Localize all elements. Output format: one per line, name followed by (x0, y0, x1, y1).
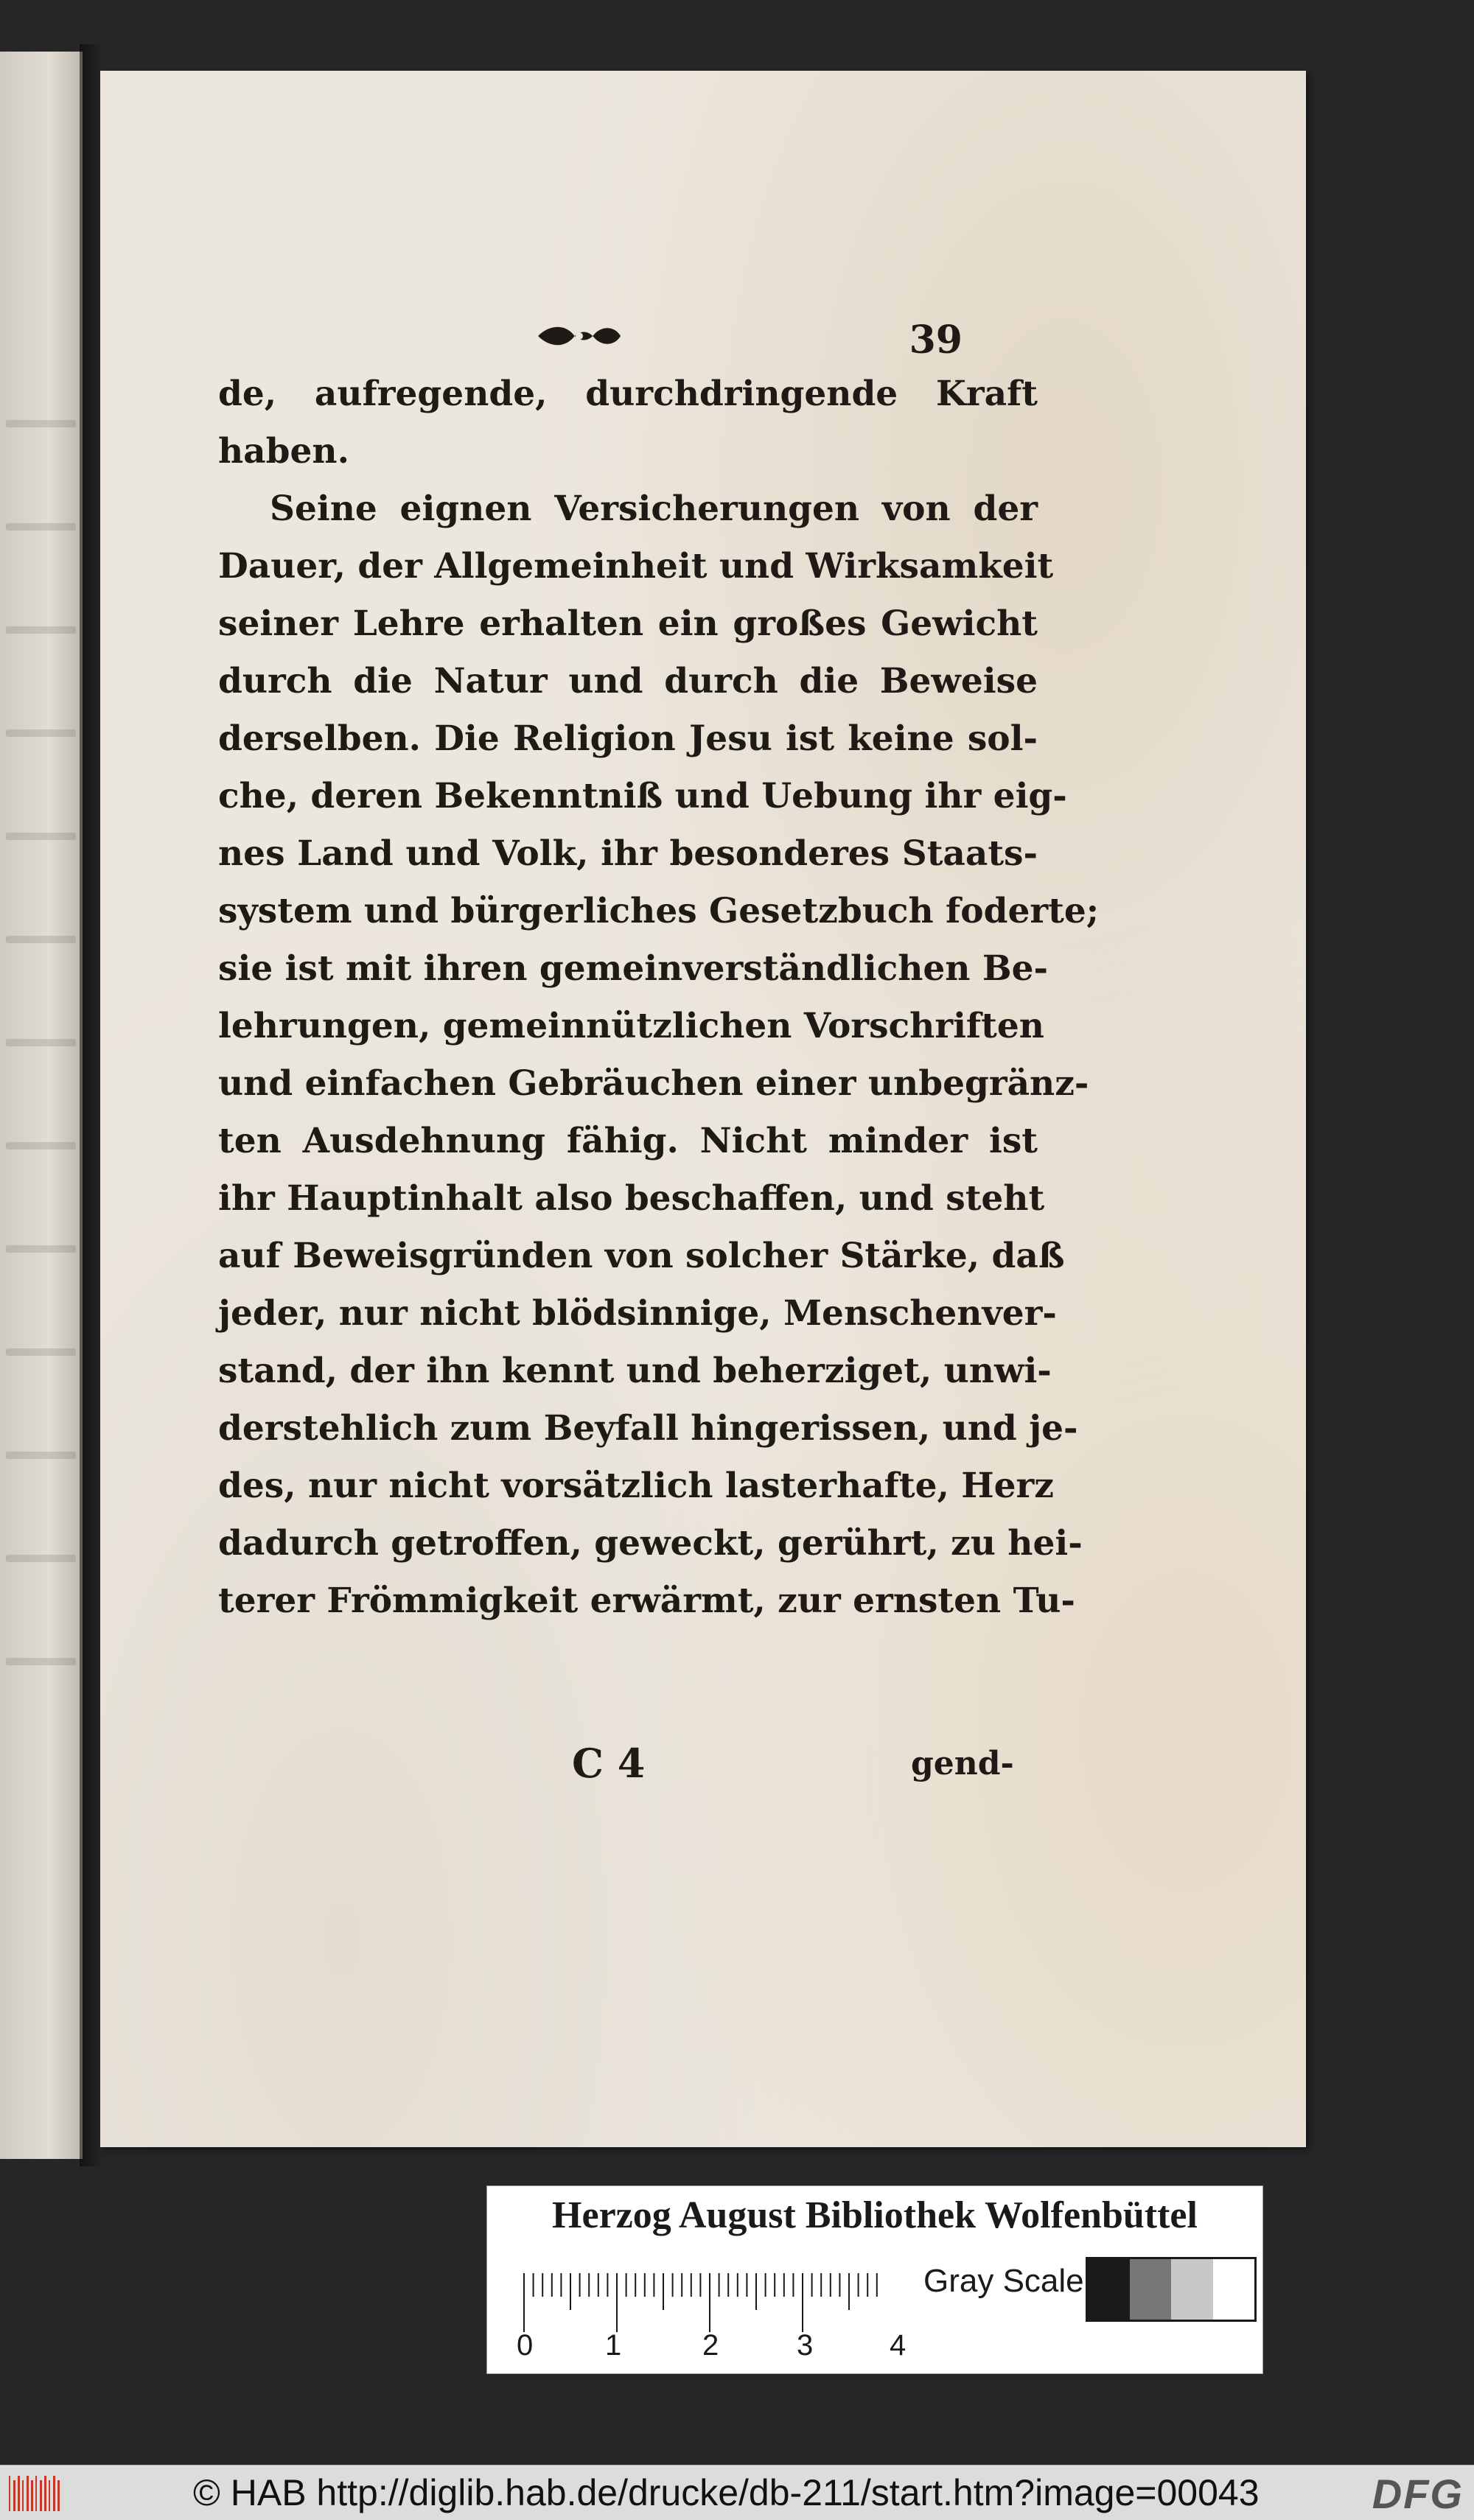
barcode-bar (18, 2476, 20, 2511)
book-page (100, 71, 1306, 2147)
text-line: des, nur nicht vorsätzlich lasterhafte, Herz (218, 1466, 1054, 1506)
text-line: system und bürgerliches Gesetzbuch foderte; (218, 891, 1100, 931)
barcode-bar (22, 2480, 24, 2511)
footer-bar (0, 2465, 1474, 2520)
barcode-bar (31, 2480, 33, 2511)
body-text (218, 365, 1100, 1630)
gray-patch (1213, 2259, 1255, 2320)
text-line: stand, der ihn kennt und beherziget, unwi- (218, 1351, 1052, 1391)
ruler-scale (517, 2266, 885, 2369)
text-line: Seine eignen Versicherungen von der (270, 489, 1038, 529)
signature-mark: C 4 (572, 1740, 646, 1787)
barcode-bar (9, 2476, 10, 2511)
text-line: und einfachen Gebräuchen einer unbegränz- (218, 1063, 1089, 1104)
barcode-bar (49, 2480, 50, 2511)
text-line: lehrungen, gemeinnützlichen Vorschriften (218, 1006, 1044, 1046)
grayscale-patches (1086, 2257, 1257, 2322)
text-line: nes Land und Volk, ihr besonderes Staats- (218, 833, 1038, 874)
text-line: Dauer, der Allgemeinheit und Wirksamkeit (218, 546, 1054, 587)
barcode-bar (53, 2476, 55, 2511)
ruler-label-4: 4 (890, 2329, 907, 2362)
barcode-bar (27, 2476, 29, 2511)
library-title: Herzog August Bibliothek Wolfenbüttel (552, 2194, 1198, 2236)
barcode-bar (57, 2480, 60, 2511)
fold-shadow (80, 44, 102, 2166)
text-line: ten Ausdehnung fähig. Nicht minder ist (218, 1121, 1038, 1161)
text-line: dadurch getroffen, geweckt, gerührt, zu hei- (218, 1523, 1083, 1564)
text-line: de, aufregende, durchdringende Kraft (218, 374, 1038, 414)
text-line: auf Beweisgründen von solcher Stärke, daß (218, 1236, 1065, 1276)
barcode-bar (40, 2480, 42, 2511)
ruler-label-3: 3 (797, 2329, 814, 2362)
text-line: durch die Natur und durch die Beweise (218, 661, 1038, 701)
text-line: terer Frömmigkeit erwärmt, zur ernsten Tu- (218, 1581, 1075, 1621)
ruler-label-2: 2 (702, 2329, 719, 2362)
barcode-bar (13, 2480, 15, 2511)
text-line: derstehlich zum Beyfall hingerissen, und je- (218, 1408, 1078, 1449)
text-line: che, deren Bekenntniß und Uebung ihr eig- (218, 776, 1067, 816)
catchword: gend- (911, 1745, 1014, 1782)
gray-patch (1130, 2259, 1172, 2320)
fleuron-ornament-icon (535, 321, 624, 351)
text-line: seiner Lehre erhalten ein großes Gewicht (218, 603, 1038, 644)
barcode-logo-icon (7, 2476, 62, 2511)
gray-patch (1088, 2259, 1130, 2320)
gray-patch (1171, 2259, 1213, 2320)
text-line: sie ist mit ihren gemeinverständlichen Be- (218, 948, 1048, 989)
ruler-label-0: 0 (517, 2329, 534, 2362)
library-color-card (486, 2185, 1263, 2374)
ruler-label-1: 1 (605, 2329, 622, 2362)
barcode-bar (35, 2476, 37, 2511)
grayscale-label: Gray Scale (923, 2263, 1084, 2299)
text-line: jeder, nur nicht blödsinnige, Menschenver- (218, 1293, 1057, 1334)
text-line: derselben. Die Religion Jesu ist keine sol- (218, 718, 1038, 759)
barcode-bar (44, 2476, 46, 2511)
text-line: haben. (218, 431, 349, 472)
copyright-url-text[interactable]: © HAB http://diglib.hab.de/drucke/db-211/start.htm?image=00043 (193, 2472, 1260, 2513)
dfg-logo: DFG (1372, 2471, 1464, 2517)
previous-page-edge (0, 52, 83, 2159)
text-line: ihr Hauptinhalt also beschaffen, und steht (218, 1178, 1045, 1219)
page-number: 39 (909, 318, 963, 363)
